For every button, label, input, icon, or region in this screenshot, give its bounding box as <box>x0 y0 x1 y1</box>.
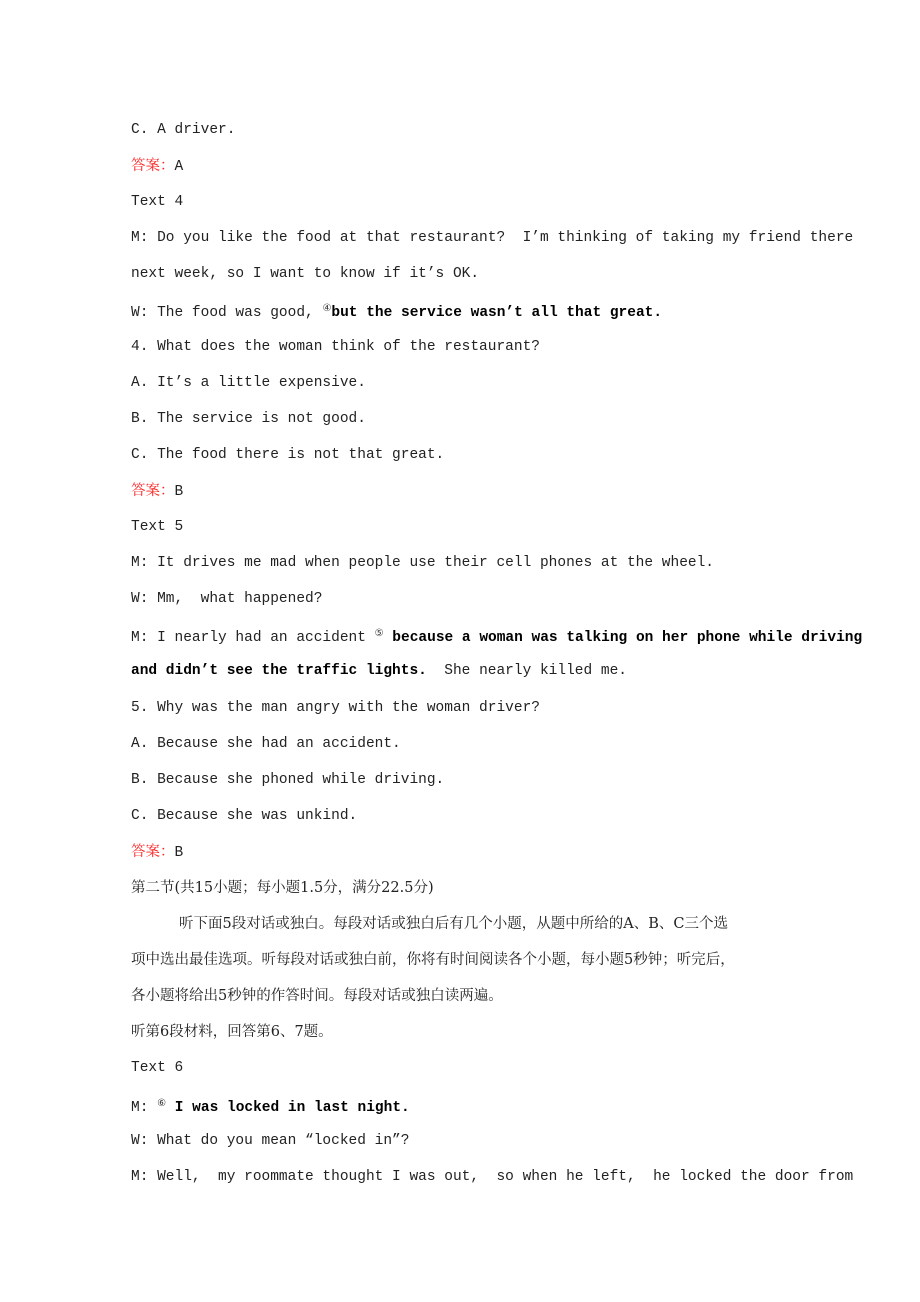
answer-4 <box>131 480 831 516</box>
question-4: 4. What does the woman think of the restaurant? <box>131 338 540 355</box>
document-page <box>131 119 863 1202</box>
key-sentence: and didn’t see the traffic lights. <box>131 663 427 680</box>
circled-6-marker: ⑥ <box>157 1098 167 1110</box>
dialogue-text: M: I nearly had an accident <box>131 630 375 647</box>
dialogue-text: W: The food was good, <box>131 305 323 322</box>
section2-instructions-line1: 听下面5段对话或独白。每段对话或独白后有几个小题，从题中所给的A、B、C三个选 <box>179 916 728 933</box>
text5-m2-line1 <box>131 624 863 660</box>
answer-label: 答案： <box>131 843 175 860</box>
option-4c: C. The food there is not that great. <box>131 446 445 463</box>
section2-instructions-line3: 各小题将给出5秒钟的作答时间。每段对话或独白读两遍。 <box>131 988 503 1005</box>
option-3c: C. A driver. <box>131 122 236 138</box>
text5-title: Text 5 <box>131 519 184 536</box>
answer-3 <box>131 155 831 191</box>
circled-5-marker: ⑤ <box>374 629 384 641</box>
dialogue-text: M: <box>131 1099 158 1116</box>
text5-w1: W: Mm, what happened? <box>131 591 323 608</box>
answer-value: B <box>174 483 184 500</box>
key-sentence: because a woman was talking on her phone while driving <box>383 630 863 647</box>
answer-label: 答案： <box>131 158 175 175</box>
key-sentence: but the service wasn’t all that great. <box>331 305 663 322</box>
text5-m2-line2 <box>131 660 831 696</box>
text4-title: Text 4 <box>131 194 184 211</box>
text4-m1-line2: next week, so I want to know if it’s OK. <box>131 266 480 283</box>
option-5c: C. Because she was unkind. <box>131 807 358 824</box>
text5-m1: M: It drives me mad when people use their cell phones at the wheel. <box>131 555 714 572</box>
answer-value: A <box>174 159 184 176</box>
text6-m2: M: Well, my roommate thought I was out, so when he left, he locked the door from <box>131 1168 854 1185</box>
option-4b: B. The service is not good. <box>131 410 366 427</box>
section2-heading: 第二节(共15小题；每小题1.5分，满分22.5分) <box>131 879 434 896</box>
material-note: 听第6段材料，回答第6、7题。 <box>131 1024 333 1041</box>
option-5b: B. Because she phoned while driving. <box>131 771 445 788</box>
text6-w1: W: What do you mean “locked in”? <box>131 1132 410 1149</box>
answer-label: 答案： <box>131 482 175 499</box>
question-5: 5. Why was the man angry with the woman driver? <box>131 699 540 716</box>
key-sentence: I was locked in last night. <box>166 1099 410 1116</box>
answer-5 <box>131 841 831 877</box>
answer-value: B <box>174 844 184 861</box>
text4-m1-line1: M: Do you like the food at that restaurant? I’m thinking of taking my friend there <box>131 230 854 247</box>
option-5a: A. Because she had an accident. <box>131 735 401 752</box>
text4-w1 <box>131 299 831 335</box>
section2-instructions-line2: 项中选出最佳选项。听每段对话或独白前，你将有时间阅读各个小题，每小题5秒钟；听完后， <box>131 952 735 969</box>
dialogue-text: She nearly killed me. <box>426 663 627 680</box>
circled-4-marker: ④ <box>322 304 332 316</box>
text6-m1 <box>131 1094 831 1130</box>
text6-title: Text 6 <box>131 1060 184 1077</box>
option-4a: A. It’s a little expensive. <box>131 374 366 391</box>
